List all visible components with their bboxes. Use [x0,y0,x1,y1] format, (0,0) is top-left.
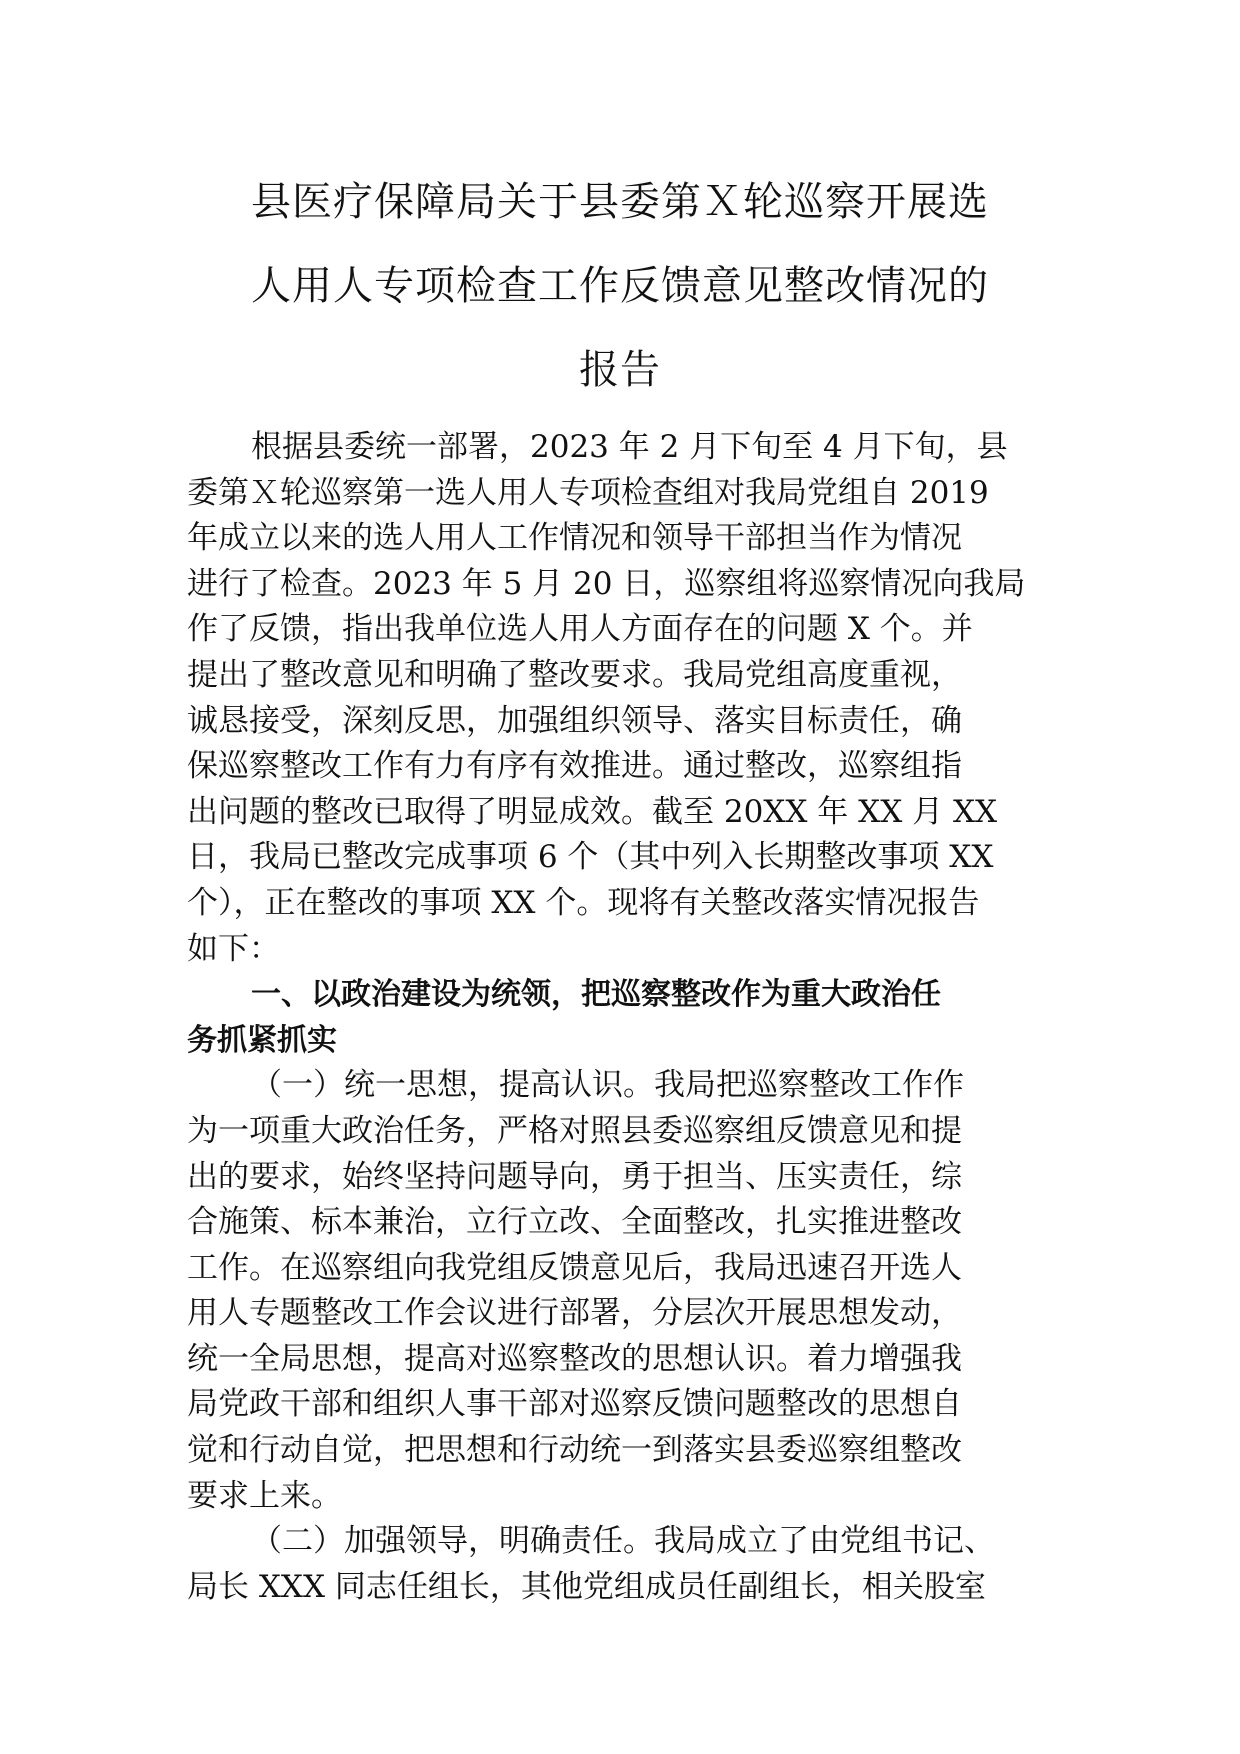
paragraph-line: 保巡察整改工作有力有序有效推进。通过整改，巡察组指 [187,748,962,785]
paragraph-line: 出的要求，始终坚持问题导向，勇于担当、压实责任，综 [187,1158,962,1195]
document-title [150,160,1090,412]
title-line: 报告 [579,347,661,393]
paragraph-line: 委第Ｘ轮巡察第一选人用人专项检查组对我局党组自 2019 [187,474,989,511]
paragraph-line: 用人专题整改工作会议进行部署，分层次开展思想发动， [187,1295,962,1332]
paragraph-line: 诚恳接受，深刻反思，加强组织领导、落实目标责任，确 [187,702,962,739]
title-line: 人用人专项检查工作反馈意见整改情况的 [251,263,989,309]
section-heading-line: 一、以政治建设为统领，把巡察整改作为重大政治任 [251,977,941,1013]
paragraph-line: （二）加强领导，明确责任。我局成立了由党组书记、 [251,1523,995,1560]
paragraph-line: 日，我局已整改完成事项 6 个（其中列入长期整改事项 XX [187,839,994,876]
section-heading-line: 务抓紧抓实 [187,1022,337,1058]
paragraph-line: 年成立以来的选人用人工作情况和领导干部担当作为情况 [187,520,962,557]
paragraph-line: 合施策、标本兼治，立行立改、全面整改，扎实推进整改 [187,1204,962,1241]
document-body [187,425,1047,1610]
paragraph-line: （一）统一思想，提高认识。我局把巡察整改工作作 [251,1067,964,1104]
paragraph-line: 根据县委统一部署，2023 年 2 月下旬至 4 月下旬，县 [251,429,1008,465]
paragraph-line: 工作。在巡察组向我党组反馈意见后，我局迅速召开选人 [187,1249,962,1286]
paragraph-line: 统一全局思想，提高对巡察整改的思想认识。着力增强我 [187,1340,962,1377]
paragraph-line: 进行了检查。2023 年 5 月 20 日，巡察组将巡察情况向我局 [187,565,1026,602]
title-line: 县医疗保障局关于县委第Ｘ轮巡察开展选 [251,179,989,225]
paragraph-line: 局党政干部和组织人事干部对巡察反馈问题整改的思想自 [187,1386,962,1423]
paragraph-line: 个），正在整改的事项 XX 个。现将有关整改落实情况报告 [187,884,980,921]
paragraph-line: 提出了整改意见和明确了整改要求。我局党组高度重视， [187,656,962,693]
paragraph-line: 觉和行动自觉，把思想和行动统一到落实县委巡察组整改 [187,1432,962,1469]
paragraph-line: 作了反馈，指出我单位选人用人方面存在的问题 X 个。并 [187,611,973,648]
paragraph-line: 局长 XXX 同志任组长，其他党组成员任副组长，相关股室 [187,1568,986,1605]
paragraph-line: 为一项重大政治任务，严格对照县委巡察组反馈意见和提 [187,1112,962,1149]
paragraph-line: 如下： [187,930,280,967]
paragraph-line: 要求上来。 [187,1477,342,1514]
paragraph-line: 出问题的整改已取得了明显成效。截至 20XX 年 XX 月 XX [187,793,998,830]
